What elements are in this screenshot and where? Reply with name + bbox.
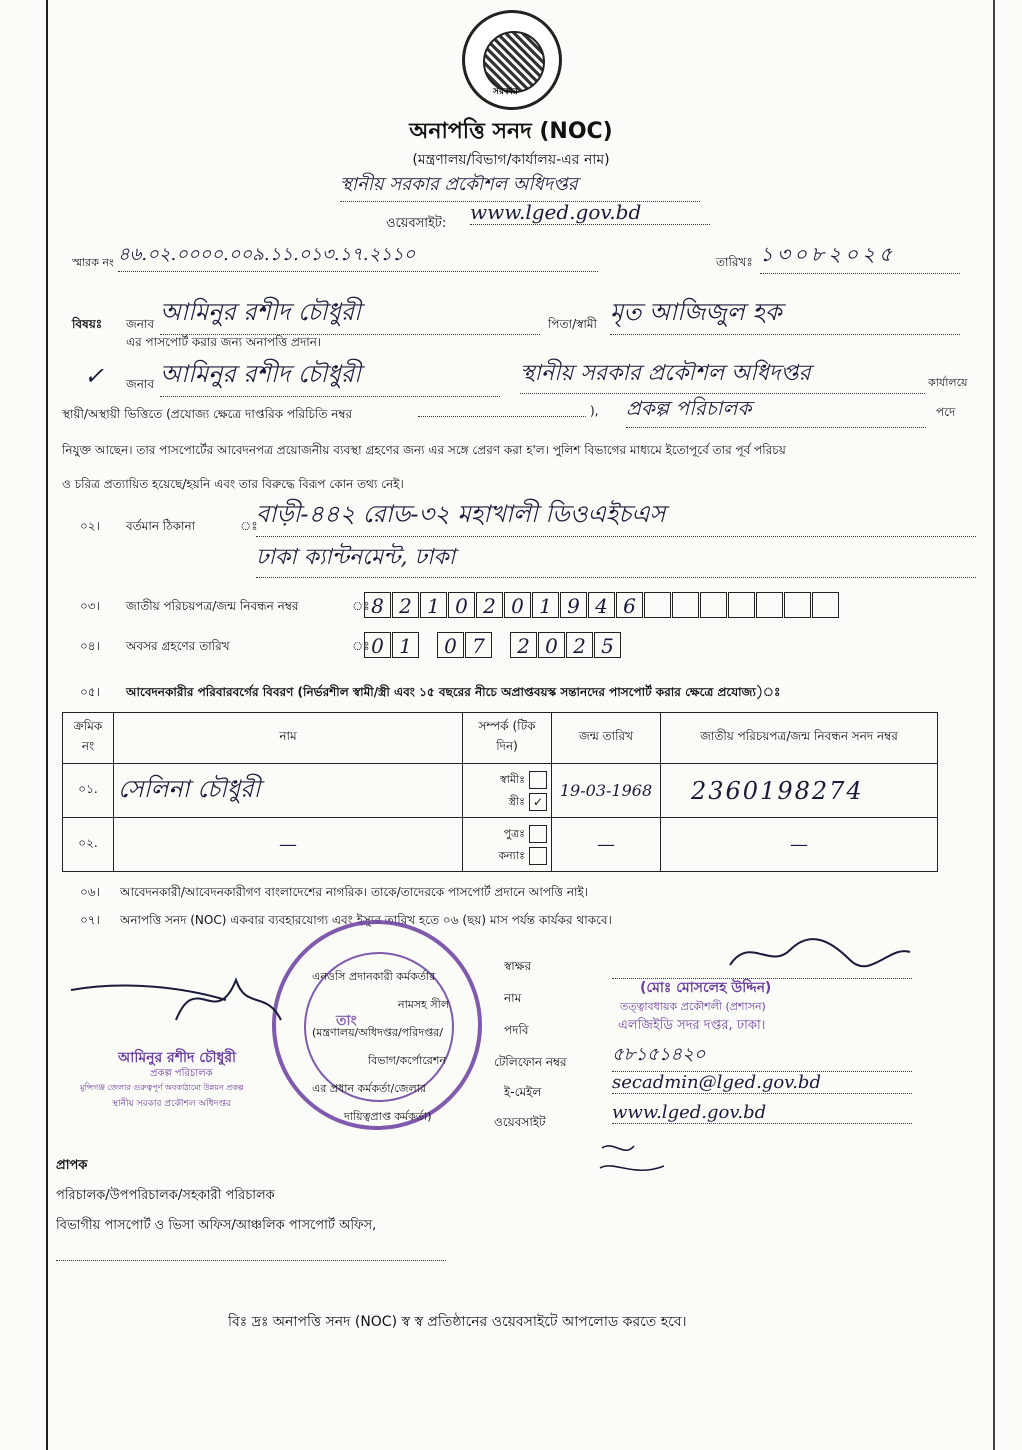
- recipient-line1: পরিচালক/উপপরিচালক/সহকারী পরিচালক: [56, 1188, 275, 1203]
- issuer-line5: এর প্রধান কর্মকর্তা/জেলার: [312, 1082, 426, 1095]
- email-value: secadmin@lged.gov.bd: [612, 1072, 912, 1094]
- web-value: www.lged.gov.bd: [612, 1102, 912, 1124]
- memo-value: ৪৬.০২.০০০০.০০৯.১১.০১৩.১৭.২১১০: [118, 240, 598, 272]
- item2-colon: ঃ: [240, 519, 258, 533]
- date-digit: 7: [465, 632, 492, 658]
- body-line-a: স্থায়ী/অস্থায়ী ভিত্তিতে (প্রযোজ্য ক্ষেত্রে দাপ্তরিক পরিচিতি নম্বর: [62, 407, 353, 421]
- row-relation: [463, 764, 552, 818]
- relation-wife-checkbox[interactable]: ✓: [529, 793, 547, 811]
- applicant-signature: [66, 960, 286, 1040]
- subject-mr-label: জনাব: [126, 317, 155, 331]
- official-id-blank: [418, 400, 586, 417]
- nid-digit: 1: [420, 592, 447, 618]
- item3-number: ০৩।: [80, 599, 100, 613]
- nid-digit-empty: [812, 592, 839, 618]
- nid-digit: 1: [532, 592, 559, 618]
- row-nid: 2360198274: [661, 764, 938, 818]
- relation-son-label: পুত্রঃ: [503, 826, 525, 840]
- item2-number: ০২।: [80, 519, 100, 533]
- relation-husband-checkbox[interactable]: [529, 771, 547, 789]
- applicant-seal-designation: প্রকল্প পরিচালক: [150, 1068, 213, 1079]
- initial-signature: [594, 1138, 674, 1182]
- issuer-line2: নামসহ সীল: [398, 998, 450, 1011]
- nid-digit-empty: [700, 592, 727, 618]
- officer-signature: [720, 930, 920, 980]
- row-name: সেলিনা চৌধুরী: [114, 764, 463, 818]
- check-mark-icon: ✓: [84, 362, 105, 390]
- item7-label: অনাপত্তি সনদ (NOC) একবার ব্যবহারযোগ্য এবং ইস্যুর তারিখ হতে ০৬ (ছয়) মাস পর্যন্ত কার্যকর থাকবে।: [120, 913, 612, 927]
- phone-label: টেলিফোন নম্বর: [494, 1055, 567, 1069]
- body-mr-label: জনাব: [126, 377, 155, 391]
- email-label: ই-মেইল: [504, 1085, 542, 1099]
- applicant-seal-name: আমিনুর রশীদ চৌধুরী: [118, 1050, 237, 1066]
- website-value: www.lged.gov.bd: [470, 200, 710, 225]
- col-name: নাম: [114, 713, 463, 764]
- recipient-line2: বিভাগীয় পাসপোর্ট ও ভিসা অফিস/আঞ্চলিক পাসপোর্ট অফিস,: [56, 1218, 377, 1233]
- col-relation: সম্পর্ক (টিক দিন): [463, 713, 552, 764]
- nid-digit: 6: [616, 592, 643, 618]
- designation-value: প্রকল্প পরিচালক: [626, 394, 926, 428]
- post-label: পদে: [936, 405, 956, 419]
- nid-digit: 2: [476, 592, 503, 618]
- item3-label: জাতীয় পরিচয়পত্র/জন্ম নিবন্ধন নম্বর: [126, 599, 299, 613]
- item5-number: ০৫।: [80, 685, 100, 699]
- page-border-left: [46, 0, 48, 1450]
- address-line-2: ঢাকা ক্যান্টনমেন্ট, ঢাকা: [256, 540, 976, 578]
- issuer-line4: বিভাগ/কর্পোরেশন: [368, 1054, 446, 1067]
- issuer-line1: এনওসি প্রদানকারী কর্মকর্তার: [312, 970, 436, 983]
- table-row: [63, 818, 938, 872]
- row-dob: —: [552, 818, 661, 872]
- date-digit: 5: [594, 632, 621, 658]
- subject-name: আমিনুর রশীদ চৌধুরী: [160, 294, 540, 335]
- issuer-line3: (মন্ত্রণালয়/অধিদপ্তর/পরিদপ্তর/: [312, 1026, 443, 1039]
- date-digit: 0: [538, 632, 565, 658]
- item6-number: ০৬।: [80, 885, 100, 899]
- date-label: তারিখঃ: [716, 255, 753, 269]
- nid-digit: 4: [588, 592, 615, 618]
- nid-digit-empty: [672, 592, 699, 618]
- relation-wife-label: স্ত্রীঃ: [508, 794, 525, 808]
- nid-digit-empty: [784, 592, 811, 618]
- row-nid: —: [661, 818, 938, 872]
- date-digit: 0: [437, 632, 464, 658]
- relation-son-checkbox[interactable]: [529, 825, 547, 843]
- item2-label: বর্তমান ঠিকানা: [126, 519, 196, 533]
- applicant-seal-office: স্থানীয় সরকার প্রকৌশল অধিদপ্তর: [112, 1099, 231, 1109]
- office-name: স্থানীয় সরকার প্রকৌশল অধিদপ্তর: [340, 170, 700, 202]
- family-table-header: [63, 713, 938, 764]
- row-relation: [463, 818, 552, 872]
- row-serial: ০১.: [63, 764, 114, 818]
- seal-officer-designation: তত্ত্বাবধায়ক প্রকৌশলী (প্রশাসন): [620, 1000, 766, 1013]
- row-serial: ০২.: [63, 818, 114, 872]
- nid-digit: 8: [364, 592, 391, 618]
- name-label: নাম: [504, 991, 522, 1005]
- row-name: —: [114, 818, 463, 872]
- row-dob: 19-03-1968: [552, 764, 661, 818]
- subject-line2: এর পাসপোর্ট করার জন্য অনাপত্তি প্রদান।: [126, 335, 322, 349]
- document-title: অনাপত্তি সনদ (NOC): [409, 119, 613, 144]
- recipient-label: প্রাপক: [56, 1158, 88, 1173]
- body-office: স্থানীয় সরকার প্রকৌশল অধিদপ্তর: [520, 356, 925, 394]
- seal-officer-name: (মোঃ মোসলেহ উদ্দিন): [640, 980, 772, 996]
- nid-digit-empty: [756, 592, 783, 618]
- relation-daughter-label: কন্যাঃ: [498, 848, 525, 862]
- website-label: ওয়েবসাইট:: [386, 216, 447, 231]
- nid-boxes: [364, 592, 840, 618]
- item4-label: অবসর গ্রহণের তারিখ: [126, 639, 230, 653]
- father-label: পিতা/স্বামী: [548, 317, 597, 331]
- subject-label: বিষয়ঃ: [72, 317, 103, 331]
- date-digit: 2: [566, 632, 593, 658]
- sign-label: স্বাক্ষর: [504, 959, 532, 973]
- recipient-blank-line: [56, 1252, 446, 1261]
- memo-label: স্মারক নং: [72, 256, 114, 269]
- date-value: ১৩০৮২০২৫: [760, 240, 960, 274]
- item4-number: ০৪।: [80, 639, 100, 653]
- date-digit: 2: [510, 632, 537, 658]
- page-border-right: [993, 0, 995, 1450]
- document-subtitle: (মন্ত্রণালয়/বিভাগ/কার্যালয়-এর নাম): [412, 152, 610, 168]
- family-table: [62, 712, 938, 872]
- relation-husband-label: স্বামীঃ: [499, 772, 525, 786]
- issuer-line6: দায়িত্বপ্রাপ্ত কর্মকর্তা): [344, 1110, 432, 1123]
- item5-label: আবেদনকারীর পরিবারবর্গের বিবরণ (নির্ভরশীল স্বামী/স্ত্রী এবং ১৫ বছরের নীচে অপ্রাপ্তবয়স্ক সন্তানদের পাসপোর্ট করার ক্ষেত্রে প্রযোজ্য)ঃ: [126, 685, 781, 699]
- col-serial: ক্রমিক নং: [63, 713, 114, 764]
- table-row: [63, 764, 938, 818]
- nid-digit: 0: [448, 592, 475, 618]
- nid-digit: 0: [504, 592, 531, 618]
- footer-note: বিঃ দ্রঃ অনাপত্তি সনদ (NOC) স্ব স্ব প্রতিষ্ঠানের ওয়েবসাইটে আপলোড করতে হবে।: [228, 1314, 687, 1330]
- item6-label: আবেদনকারী/আবেদনকারীগণ বাংলাদেশের নাগরিক। তাকে/তাদেরকে পাসপোর্ট প্রদানে আপত্তি নাই।: [120, 885, 589, 899]
- body-line-b: নিযুক্ত আছেন। তার পাসপোর্টের আবেদনপত্র প্রয়োজনীয় ব্যবস্থা গ্রহণের জন্য এর সঙ্গে প্রেরণ করা হ'ল। পুলিশ বিভাগের মাধ্যমে ইতোপূর্বে তার পূর্ব পরিচয়: [62, 443, 786, 457]
- item7-number: ০৭।: [80, 913, 100, 927]
- relation-daughter-checkbox[interactable]: [529, 847, 547, 865]
- body-line-c: ও চরিত্র প্রত্যায়িত হয়েছে/হয়নি এবং তার বিরুদ্ধে বিরূপ কোন তথ্য নেই।: [62, 477, 404, 491]
- phone-value: ৫৮১৫১৪২০: [612, 1040, 912, 1072]
- seal-office: এলজিইডি সদর দপ্তর, ঢাকা।: [618, 1018, 766, 1033]
- designation-label: পদবি: [504, 1023, 529, 1037]
- retirement-date-boxes: [364, 632, 622, 658]
- address-line-1: বাড়ী-৪৪২ রোড-৩২ মহাখালী ডিওএইচএস: [256, 496, 976, 537]
- nid-digit-empty: [728, 592, 755, 618]
- nid-digit: 2: [392, 592, 419, 618]
- col-dob: জন্ম তারিখ: [552, 713, 661, 764]
- applicant-seal-project: মুন্সিগঞ্জ জেলার গুরুত্বপূর্ণ অবকাঠামো উন্নয়ন প্রকল্প: [80, 1083, 244, 1092]
- body-name: আমিনুর রশীদ চৌধুরী: [160, 356, 500, 397]
- government-seal: [462, 10, 562, 110]
- date-digit: 1: [392, 632, 419, 658]
- nid-digit: 9: [560, 592, 587, 618]
- website-label-2: ওয়েবসাইট: [494, 1115, 546, 1129]
- date-digit: 0: [364, 632, 391, 658]
- col-nid: জাতীয় পরিচয়পত্র/জন্ম নিবন্ধন সনদ নম্বর: [661, 713, 938, 764]
- father-value: মৃত আজিজুল হক: [610, 294, 960, 335]
- body-office-suffix: কার্যালয়ে: [928, 376, 968, 389]
- nid-digit-empty: [644, 592, 671, 618]
- seal-label: সরকার: [493, 87, 518, 97]
- stamp-date-label: তাং: [336, 1013, 357, 1029]
